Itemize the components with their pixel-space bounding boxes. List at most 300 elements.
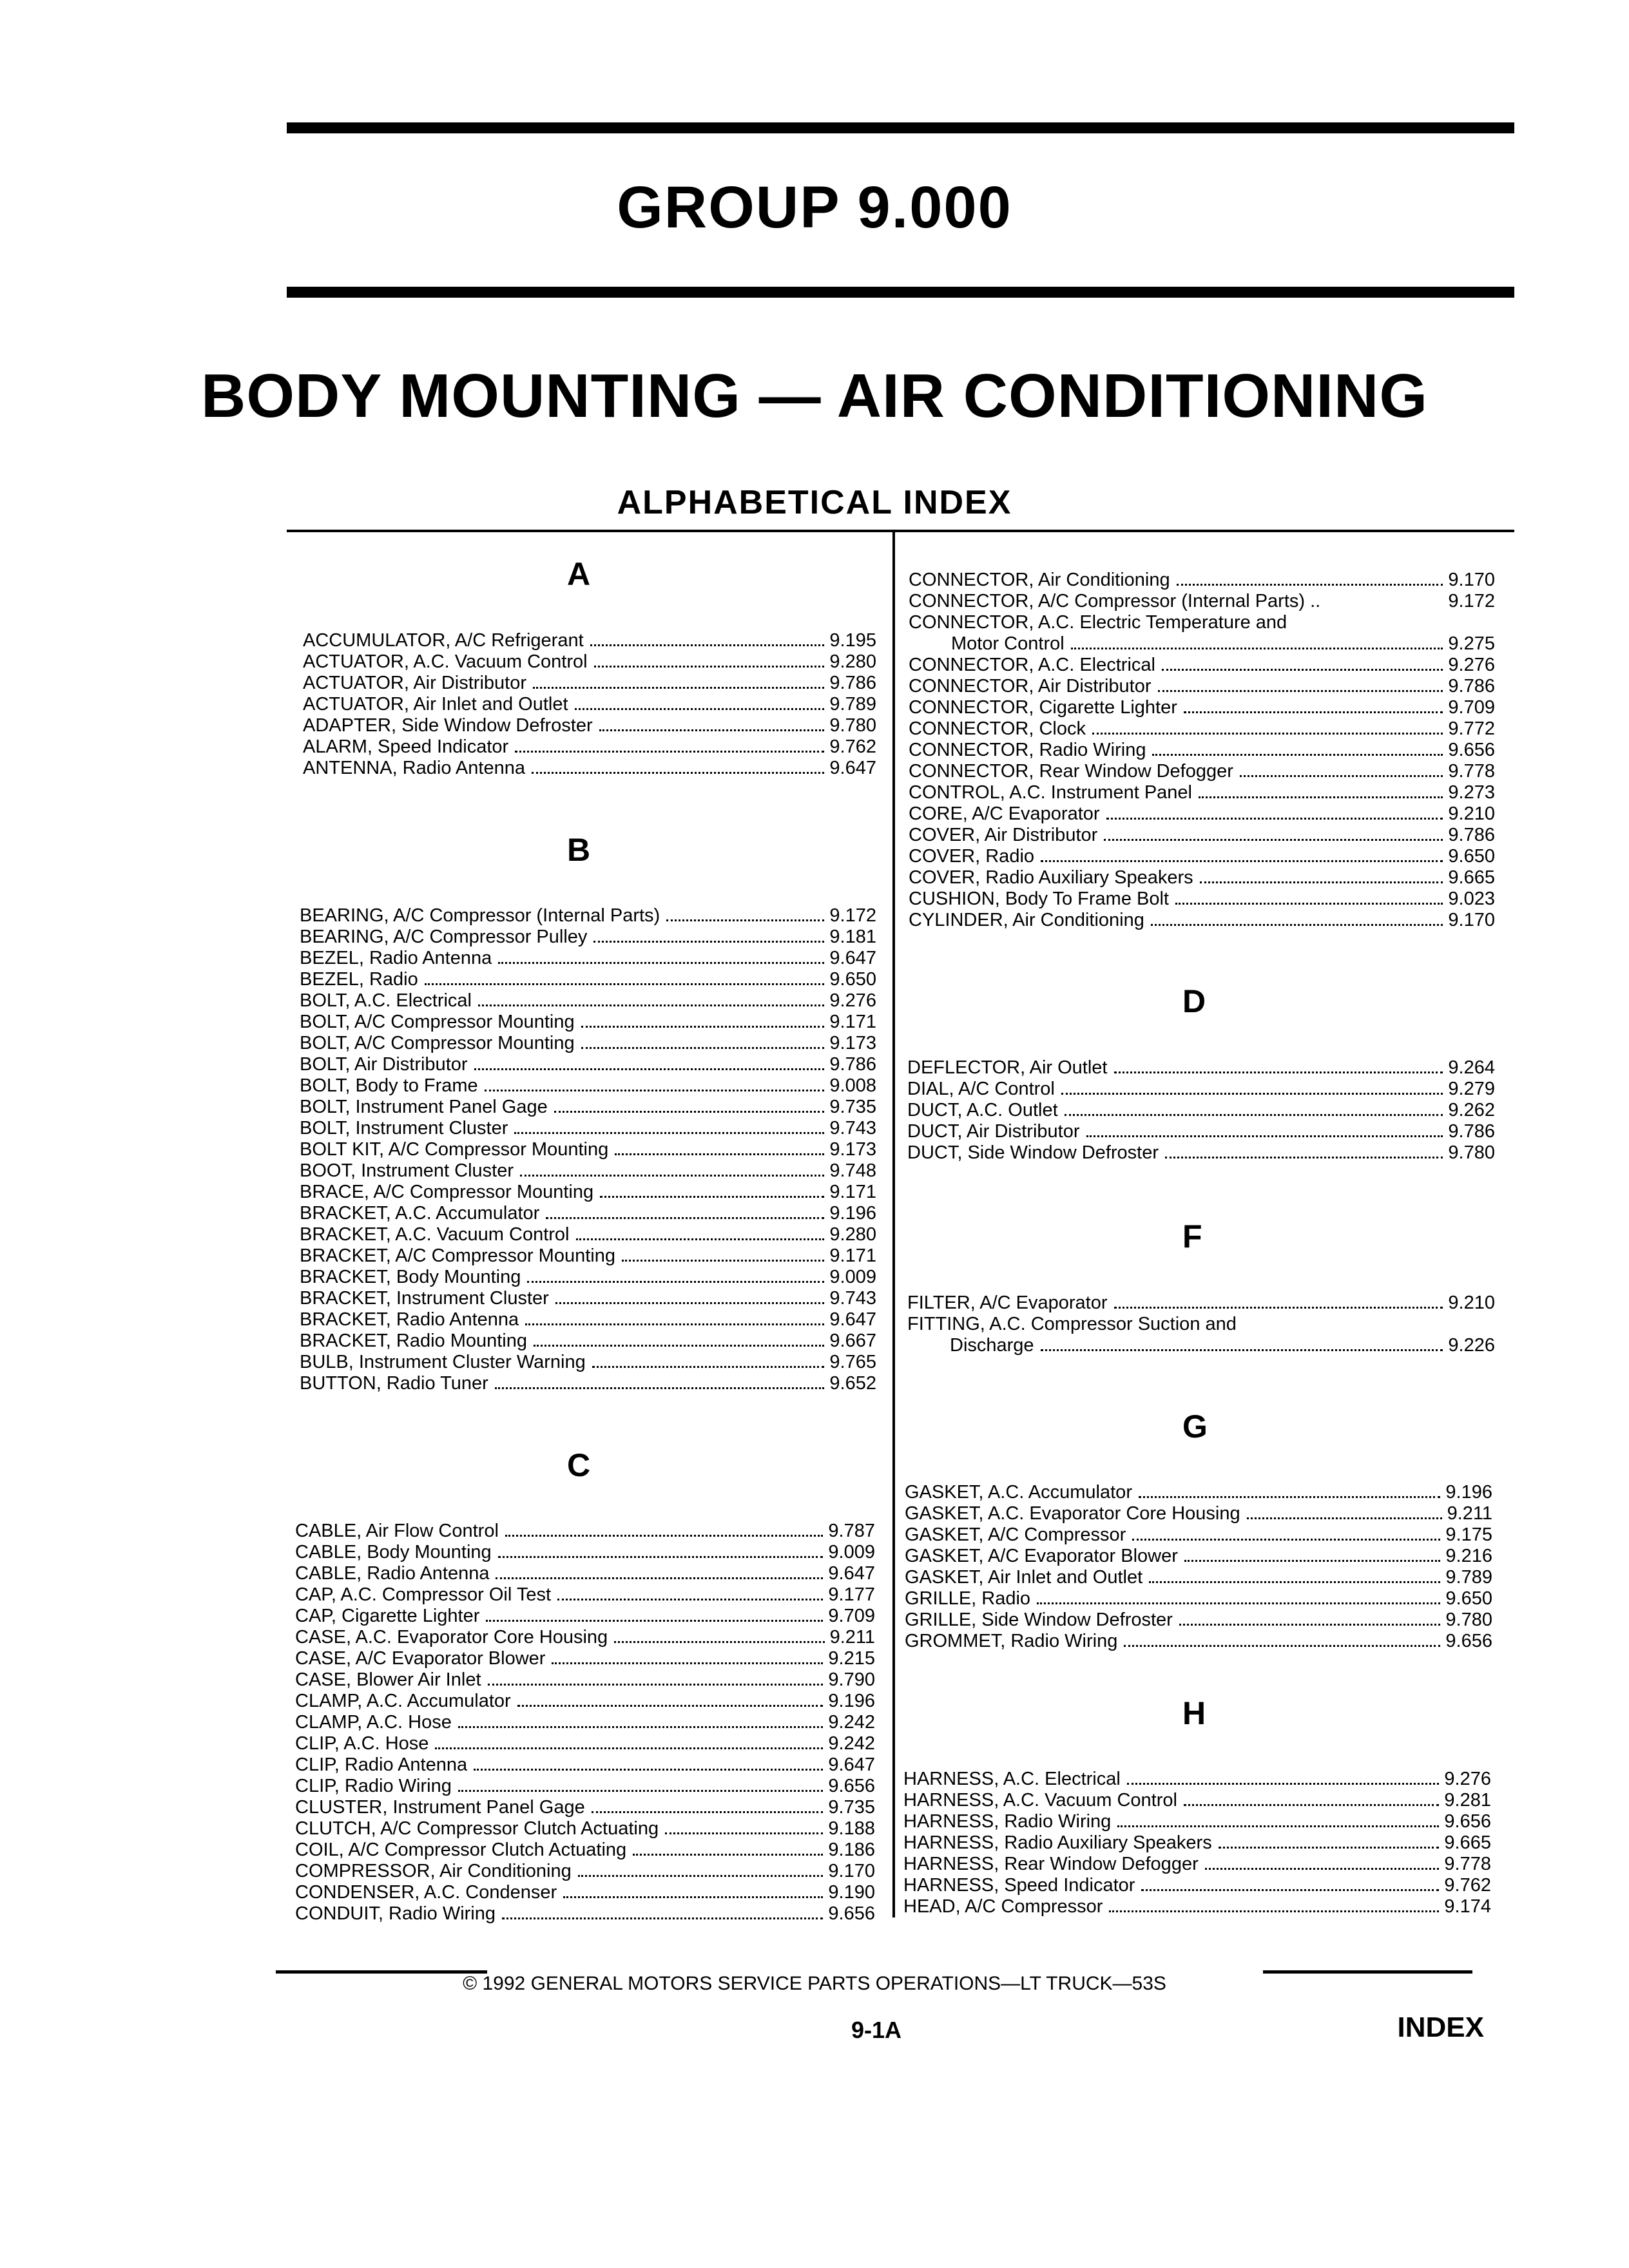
index-entry — [300, 905, 876, 927]
index-entry — [295, 1797, 875, 1818]
entry-name: BUTTON, Radio Tuner — [300, 1373, 488, 1394]
index-entry — [909, 803, 1495, 825]
entry-name: HARNESS, Radio Wiring — [903, 1811, 1112, 1832]
group-title: GROUP 9.000 — [617, 175, 1012, 240]
leader-dots — [557, 1599, 823, 1600]
entry-page: 9.172 — [829, 905, 876, 926]
index-entry — [300, 1097, 876, 1118]
index-entry — [905, 1610, 1492, 1631]
entry-name: HARNESS, A.C. Vacuum Control — [903, 1790, 1177, 1811]
entry-page: 9.762 — [829, 736, 876, 757]
leader-dots — [633, 1854, 823, 1856]
entry-page: 9.709 — [828, 1606, 875, 1626]
leader-dots — [496, 1577, 823, 1579]
entry-name: CABLE, Radio Antenna — [295, 1563, 490, 1584]
index-entry — [295, 1903, 875, 1925]
entry-page: 9.196 — [828, 1691, 875, 1711]
entry-name: COVER, Radio — [909, 846, 1035, 867]
leader-dots — [1104, 839, 1443, 841]
entry-page: 9.790 — [828, 1669, 875, 1690]
leader-dots — [1106, 818, 1443, 820]
entry-name: CLUSTER, Instrument Panel Gage — [295, 1797, 585, 1818]
leader-dots — [1117, 1825, 1439, 1827]
entry-name: DEFLECTOR, Air Outlet — [907, 1057, 1108, 1078]
index-entry — [909, 910, 1495, 931]
entry-name: ADAPTER, Side Window Defroster — [303, 715, 593, 736]
entry-page: 9.210 — [1448, 1293, 1495, 1313]
entry-name: HEAD, A/C Compressor — [903, 1896, 1103, 1917]
index-entry — [300, 1118, 876, 1139]
leader-dots — [478, 1004, 824, 1006]
leader-dots — [1199, 796, 1443, 798]
index-entry — [909, 655, 1495, 676]
entry-page: 9.279 — [1448, 1079, 1495, 1099]
entry-page: 9.171 — [829, 1245, 876, 1266]
entry-page: 9.171 — [829, 1182, 876, 1202]
index-entry — [907, 1293, 1495, 1314]
entry-page: 9.215 — [828, 1648, 875, 1669]
index-entry — [300, 990, 876, 1012]
entry-name: BRACKET, Radio Antenna — [300, 1309, 519, 1330]
entry-name: CASE, Blower Air Inlet — [295, 1669, 481, 1690]
entry-name: BRACKET, A.C. Accumulator — [300, 1203, 540, 1224]
leader-dots — [1184, 1804, 1439, 1806]
entry-page: 9.656 — [1445, 1631, 1492, 1651]
entry-page: 9.280 — [829, 1224, 876, 1245]
index-entry — [300, 1352, 876, 1373]
entry-page: 9.787 — [828, 1521, 875, 1541]
entry-name: CONNECTOR, Air Conditioning — [909, 570, 1170, 590]
entry-name: CONNECTOR, Cigarette Lighter — [909, 697, 1177, 718]
section-letter-h: H — [1182, 1695, 1206, 1731]
index-entry — [300, 1160, 876, 1182]
index-entry — [300, 1288, 876, 1309]
entry-page: 9.175 — [1445, 1524, 1492, 1545]
entry-name: GASKET, Air Inlet and Outlet — [905, 1567, 1143, 1588]
index-top-rule — [287, 530, 1514, 532]
entry-name: CONNECTOR, Rear Window Defogger — [909, 761, 1233, 782]
leader-dots — [458, 1790, 824, 1792]
index-entry — [300, 1224, 876, 1245]
leader-dots — [563, 1896, 823, 1898]
index-entry — [295, 1669, 875, 1691]
leader-dots — [1065, 1114, 1443, 1116]
entry-page: 9.242 — [828, 1733, 875, 1754]
index-entry — [300, 1245, 876, 1267]
entry-name: BRACKET, A/C Compressor Mounting — [300, 1245, 615, 1266]
index-entry — [300, 1373, 876, 1394]
entry-page: 9.023 — [1448, 889, 1495, 909]
entry-name: Motor Control — [951, 633, 1065, 654]
leader-dots — [1184, 1560, 1441, 1562]
entry-page: 9.647 — [829, 948, 876, 968]
index-entry — [295, 1776, 875, 1797]
entry-name: BEARING, A/C Compressor Pulley — [300, 927, 588, 947]
leader-dots — [555, 1302, 825, 1304]
entry-name: BRACE, A/C Compressor Mounting — [300, 1182, 594, 1202]
entry-name: CLIP, Radio Antenna — [295, 1754, 468, 1775]
leader-dots — [592, 1811, 824, 1813]
index-entry — [295, 1712, 875, 1733]
entry-page: 9.667 — [829, 1331, 876, 1351]
leader-dots — [581, 1026, 825, 1028]
leader-dots — [435, 1747, 823, 1749]
entry-name: GROMMET, Radio Wiring — [905, 1631, 1118, 1651]
index-entry — [909, 591, 1495, 612]
leader-dots — [1165, 1157, 1443, 1158]
leader-dots — [554, 1111, 825, 1113]
entry-name: CONNECTOR, A.C. Electrical — [909, 655, 1155, 675]
index-entry — [907, 1335, 1495, 1356]
index-entry — [905, 1546, 1492, 1567]
entry-name: FITTING, A.C. Compressor Suction and — [907, 1314, 1237, 1334]
index-entry — [909, 697, 1495, 718]
leader-dots — [1086, 1135, 1443, 1137]
entry-page: 9.780 — [1448, 1142, 1495, 1163]
leader-dots — [590, 644, 825, 646]
entry-name: DUCT, Side Window Defroster — [907, 1142, 1159, 1163]
entry-name: CONTROL, A.C. Instrument Panel — [909, 782, 1192, 803]
section-letter-d: D — [1182, 983, 1206, 1019]
entry-page: 9.780 — [1445, 1610, 1492, 1630]
entry-name: CONDUIT, Radio Wiring — [295, 1903, 496, 1924]
index-entry — [295, 1840, 875, 1861]
leader-dots — [1177, 584, 1443, 586]
leader-dots — [527, 1281, 824, 1283]
index-entry — [300, 1054, 876, 1075]
leader-dots — [1219, 1847, 1440, 1849]
index-entry — [907, 1314, 1495, 1335]
entry-name: GRILLE, Side Window Defroster — [905, 1610, 1173, 1630]
entry-name: CONNECTOR, A.C. Electric Temperature and — [909, 612, 1287, 633]
entry-page: 9.650 — [1445, 1588, 1492, 1609]
index-entry — [903, 1790, 1491, 1811]
entry-page: 9.009 — [829, 1267, 876, 1287]
entry-name: Discharge — [950, 1335, 1034, 1356]
leader-dots — [1200, 881, 1443, 883]
leader-dots — [594, 666, 825, 668]
entry-name: CABLE, Body Mounting — [295, 1542, 492, 1562]
entry-page: 9.735 — [828, 1797, 875, 1818]
entry-name: BOOT, Instrument Cluster — [300, 1160, 514, 1181]
entry-name: CLIP, A.C. Hose — [295, 1733, 429, 1754]
entry-name: CONNECTOR, Air Distributor — [909, 676, 1152, 697]
index-entry — [909, 867, 1495, 889]
index-entry — [905, 1631, 1492, 1652]
index-entry — [295, 1648, 875, 1669]
section-g-entries — [905, 1482, 1492, 1652]
leader-dots — [1092, 733, 1443, 735]
index-entry — [303, 651, 876, 673]
entry-page: 9.210 — [1448, 803, 1495, 824]
leader-dots — [1132, 1539, 1440, 1541]
leader-dots — [1240, 775, 1443, 777]
index-entry — [300, 1012, 876, 1033]
footer-index-label: INDEX — [1397, 2012, 1484, 2043]
leader-dots — [495, 1387, 825, 1389]
leader-dots — [533, 687, 824, 689]
entry-name: CABLE, Air Flow Control — [295, 1521, 499, 1541]
entry-name: BOLT, A/C Compressor Mounting — [300, 1012, 575, 1032]
index-entry — [903, 1811, 1491, 1832]
entry-page: 9.786 — [1448, 825, 1495, 845]
entry-name: ACCUMULATOR, A/C Refrigerant — [303, 630, 584, 651]
leader-dots — [1124, 1645, 1440, 1647]
index-entry — [909, 718, 1495, 740]
entry-name: BOLT, Body to Frame — [300, 1075, 478, 1096]
entry-page: 9.276 — [1448, 655, 1495, 675]
entry-name: DIAL, A/C Control — [907, 1079, 1055, 1099]
index-entry — [295, 1563, 875, 1584]
entry-name: ANTENNA, Radio Antenna — [303, 758, 525, 778]
entry-page: 9.778 — [1444, 1854, 1491, 1874]
leader-dots — [1175, 903, 1443, 905]
entry-name: COVER, Radio Auxiliary Speakers — [909, 867, 1193, 888]
entry-name: CLUTCH, A/C Compressor Clutch Actuating — [295, 1818, 659, 1839]
entry-page: 9.772 — [1448, 718, 1495, 739]
entry-page: 9.172 — [1448, 591, 1495, 611]
index-entry — [903, 1875, 1491, 1896]
leader-dots — [517, 1705, 824, 1707]
entry-name: CLAMP, A.C. Accumulator — [295, 1691, 511, 1711]
leader-dots — [576, 1238, 825, 1240]
index-entry — [907, 1100, 1495, 1121]
entry-name: BOLT, A.C. Electrical — [300, 990, 472, 1011]
leader-dots — [1158, 690, 1443, 692]
entry-page: 9.281 — [1444, 1790, 1491, 1811]
entry-name: BOLT, Instrument Panel Gage — [300, 1097, 548, 1117]
leader-dots — [1127, 1783, 1440, 1785]
entry-page: 9.170 — [828, 1861, 875, 1881]
index-entry — [300, 1267, 876, 1288]
leader-dots — [1109, 1910, 1439, 1912]
leader-dots — [593, 941, 824, 943]
leader-dots — [425, 983, 825, 985]
index-entry — [300, 927, 876, 948]
entry-page: 9.009 — [828, 1542, 875, 1562]
entry-name: BULB, Instrument Cluster Warning — [300, 1352, 586, 1372]
entry-name: BRACKET, A.C. Vacuum Control — [300, 1224, 570, 1245]
entry-page: 9.211 — [829, 1627, 875, 1648]
leader-dots — [552, 1662, 823, 1664]
entry-page: 9.195 — [829, 630, 876, 651]
section-d-entries — [907, 1057, 1495, 1164]
leader-dots — [1149, 1581, 1440, 1583]
index-heading: ALPHABETICAL INDEX — [617, 484, 1012, 521]
entry-page: 9.276 — [1444, 1769, 1491, 1789]
index-entry — [300, 1139, 876, 1160]
leader-dots — [1037, 1602, 1440, 1604]
entry-page: 9.275 — [1448, 633, 1495, 654]
index-entry — [295, 1584, 875, 1606]
index-entry — [300, 969, 876, 990]
section-h-entries — [903, 1769, 1491, 1917]
leader-dots — [1141, 1889, 1439, 1891]
entry-name: ACTUATOR, Air Distributor — [303, 673, 526, 693]
entry-page: 9.765 — [829, 1352, 876, 1372]
index-entry — [909, 889, 1495, 910]
leader-dots — [520, 1175, 824, 1177]
entry-name: BRACKET, Instrument Cluster — [300, 1288, 549, 1309]
leader-dots — [546, 1217, 824, 1219]
leader-dots — [1205, 1868, 1440, 1870]
leader-dots — [1041, 860, 1443, 862]
index-entry — [300, 1075, 876, 1097]
index-entry — [909, 846, 1495, 867]
entry-name: COVER, Air Distributor — [909, 825, 1098, 845]
entry-page: 9.656 — [1448, 740, 1495, 760]
index-entry — [907, 1121, 1495, 1142]
entry-page: 9.778 — [1448, 761, 1495, 782]
index-entry — [909, 761, 1495, 782]
leader-dots — [575, 708, 825, 710]
index-entry — [300, 1309, 876, 1331]
index-entry — [303, 694, 876, 715]
index-entry — [907, 1079, 1495, 1100]
entry-name: HARNESS, Radio Auxiliary Speakers — [903, 1832, 1212, 1853]
leader-dots — [614, 1641, 824, 1643]
index-entry — [295, 1818, 875, 1840]
entry-page: 9.789 — [1445, 1567, 1492, 1588]
leader-dots — [1071, 648, 1443, 649]
index-entry — [909, 633, 1495, 655]
entry-page: 9.242 — [828, 1712, 875, 1733]
leader-dots — [485, 1090, 825, 1091]
entry-name: BEZEL, Radio — [300, 969, 418, 990]
index-entry — [303, 715, 876, 736]
leader-dots — [534, 1345, 824, 1347]
entry-page: 9.276 — [829, 990, 876, 1011]
entry-page: 9.173 — [829, 1033, 876, 1053]
entry-page: 9.647 — [828, 1563, 875, 1584]
entry-name: BEARING, A/C Compressor (Internal Parts) — [300, 905, 660, 926]
leader-dots — [505, 1535, 824, 1537]
section-a-entries — [303, 630, 876, 779]
leader-dots — [622, 1260, 824, 1262]
leader-dots — [599, 729, 825, 731]
entry-name: BOLT, Instrument Cluster — [300, 1118, 508, 1139]
index-entry — [303, 673, 876, 694]
leader-dots — [1162, 669, 1443, 671]
entry-page: 9.650 — [1448, 846, 1495, 867]
leader-dots — [1179, 1624, 1441, 1626]
leader-dots — [498, 1556, 824, 1558]
index-entry — [300, 1182, 876, 1203]
index-entry — [303, 758, 876, 779]
leader-dots — [1114, 1307, 1443, 1309]
index-entry — [905, 1567, 1492, 1588]
index-entry — [295, 1542, 875, 1563]
entry-page: 9.647 — [829, 758, 876, 778]
section-letter-c: C — [567, 1447, 591, 1483]
entry-name: COMPRESSOR, Air Conditioning — [295, 1861, 572, 1881]
entry-page: 9.656 — [1444, 1811, 1491, 1832]
leader-dots — [474, 1068, 825, 1070]
entry-page: 9.786 — [1448, 676, 1495, 697]
entry-page: 9.190 — [828, 1882, 875, 1903]
index-entry — [295, 1606, 875, 1627]
footer-page-number: 9-1A — [851, 2017, 902, 2043]
leader-dots — [515, 751, 824, 753]
leader-dots — [1184, 711, 1443, 713]
index-entry — [909, 825, 1495, 846]
entry-page: 9.273 — [1448, 782, 1495, 803]
entry-page: 9.264 — [1448, 1057, 1495, 1078]
entry-page: 9.665 — [1444, 1832, 1491, 1853]
entry-page: 9.743 — [829, 1118, 876, 1139]
top-rule — [287, 122, 1514, 133]
entry-name: FILTER, A/C Evaporator — [907, 1293, 1108, 1313]
section-letter-g: G — [1182, 1408, 1208, 1445]
index-entry — [295, 1627, 875, 1648]
column-divider — [892, 532, 895, 1917]
footer-copyright: © 1992 GENERAL MOTORS SERVICE PARTS OPERATIONS—LT TRUCK—53S — [463, 1973, 1166, 1994]
entry-page: 9.786 — [829, 1054, 876, 1075]
entry-name: HARNESS, Rear Window Defogger — [903, 1854, 1199, 1874]
entry-name: GASKET, A/C Compressor — [905, 1524, 1126, 1545]
index-entry — [300, 1203, 876, 1224]
index-entry — [907, 1142, 1495, 1164]
entry-page: 9.650 — [829, 969, 876, 990]
leader-dots — [502, 1917, 823, 1919]
entry-name: BRACKET, Body Mounting — [300, 1267, 521, 1287]
entry-name: CASE, A.C. Evaporator Core Housing — [295, 1627, 608, 1648]
entry-name: DUCT, A.C. Outlet — [907, 1100, 1058, 1120]
entry-page: 9.170 — [1448, 570, 1495, 590]
index-entry — [300, 948, 876, 969]
entry-name: GASKET, A/C Evaporator Blower — [905, 1546, 1178, 1566]
entry-name: GASKET, A.C. Accumulator — [905, 1482, 1132, 1503]
index-entry — [909, 570, 1495, 591]
entry-name: BEZEL, Radio Antenna — [300, 948, 492, 968]
entry-page: 9.762 — [1444, 1875, 1491, 1896]
leader-dots — [1139, 1496, 1440, 1498]
entry-page: 9.177 — [828, 1584, 875, 1605]
entry-page: 9.181 — [829, 927, 876, 947]
index-entry — [909, 782, 1495, 803]
group-rule — [287, 287, 1514, 298]
entry-page: 9.196 — [1445, 1482, 1492, 1503]
leader-dots — [666, 919, 824, 921]
section-letter-a: A — [567, 556, 591, 592]
index-entry — [295, 1521, 875, 1542]
entry-page: 9.656 — [828, 1903, 875, 1924]
entry-name: CONNECTOR, Clock — [909, 718, 1086, 739]
leader-dots — [615, 1153, 824, 1155]
entry-page: 9.008 — [829, 1075, 876, 1096]
entry-name: HARNESS, Speed Indicator — [903, 1875, 1135, 1896]
entry-name: CAP, Cigarette Lighter — [295, 1606, 480, 1626]
leader-dots — [1152, 754, 1443, 756]
index-entry — [303, 630, 876, 651]
entry-page: 9.226 — [1448, 1335, 1495, 1356]
entry-name: ACTUATOR, A.C. Vacuum Control — [303, 651, 588, 672]
index-entry — [300, 1033, 876, 1054]
leader-dots — [592, 1366, 825, 1368]
entry-name: HARNESS, A.C. Electrical — [903, 1769, 1121, 1789]
entry-name: GASKET, A.C. Evaporator Core Housing — [905, 1503, 1240, 1524]
entry-name: CLAMP, A.C. Hose — [295, 1712, 452, 1733]
entry-name: BOLT KIT, A/C Compressor Mounting — [300, 1139, 609, 1160]
entry-page: 9.171 — [829, 1012, 876, 1032]
entry-page: 9.262 — [1448, 1100, 1495, 1120]
entry-page: 9.188 — [828, 1818, 875, 1839]
entry-page: 9.735 — [829, 1097, 876, 1117]
entry-page: 9.652 — [829, 1373, 876, 1394]
leader-dots — [488, 1684, 824, 1686]
entry-page: 9.743 — [829, 1288, 876, 1309]
entry-page: 9.786 — [1448, 1121, 1495, 1142]
